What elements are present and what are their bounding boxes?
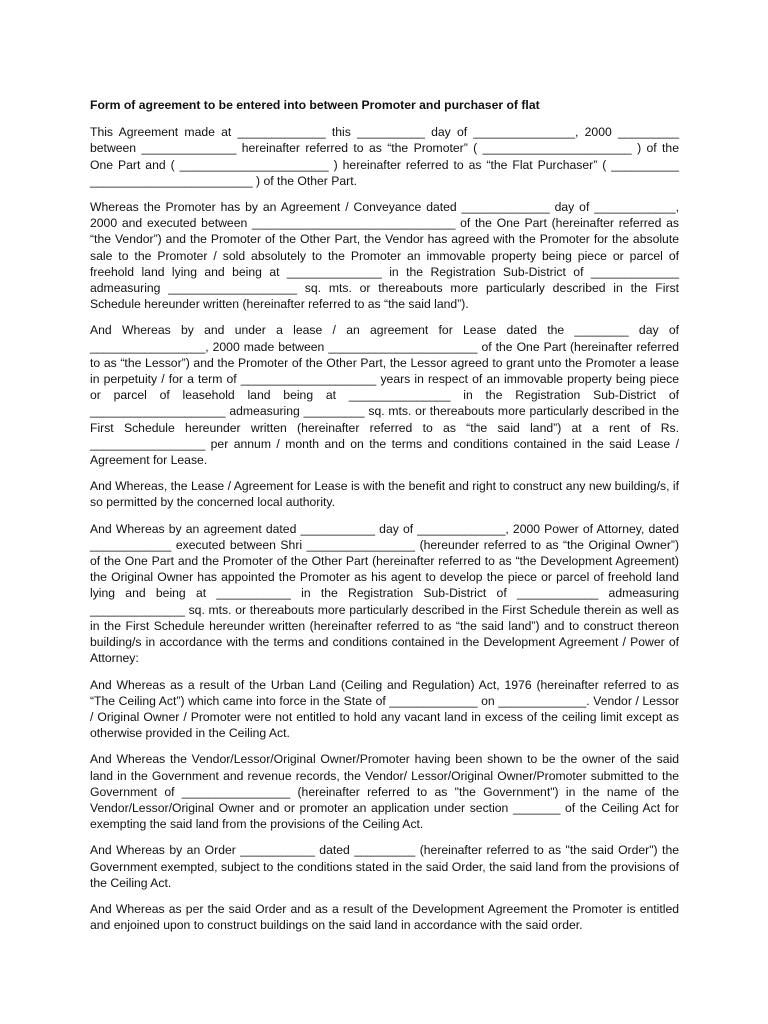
paragraph-lease: And Whereas by and under a lease / an agreement for Lease dated the ________ day of _________________, 2000 made between ______________________ of the One Part (hereinafter referred to as “the Lessor”) and the Promoter of the Other Part, the Lessor agreed to grant unto the Promoter a lease in perpetuity / for a term of ____________________ years in respect of an immovable property being piece or parcel of leasehold land being at _______________ in the Registration Sub-District of ____________________ admeasuring _________ sq. mts. or thereabouts more particularly described in the First Schedule hereunder written (hereinafter referred to as “the said land”) at a rent of Rs. _________________ per annum / month and on the terms and conditions contained in the said Lease / Agreement for Lease. bbox=[90, 323, 679, 468]
document-page bbox=[90, 97, 679, 943]
paragraph-lease-benefit: And Whereas, the Lease / Agreement for Lease is with the benefit and right to construct any new building/s, if so permitted by the concerned local authority. bbox=[90, 479, 679, 510]
paragraph-exemption-order: And Whereas by an Order ___________ dated _________ (hereinafter referred to as "the said Order") the Government exempted, subject to the conditions stated in the said Order, the said land from the provisions of the Ceiling Act. bbox=[90, 843, 679, 890]
paragraph-development-agreement: And Whereas by an agreement dated ___________ day of _____________, 2000 Power of Attorney, dated ____________ executed between Shri ________________ (hereunder referred to as “the Original Owner”) of the One Part and the Promoter of the Other Part (hereinafter referred to as “the Development Agreement) the Original Owner has appointed the Promoter as his agent to develop the piece or parcel of freehold land lying and being at ___________ in the Registration Sub-District of ____________ admeasuring ______________ sq. mts. or thereabouts more particularly described in the First Schedule therein as well as in the First Schedule hereunder written (hereinafter referred to as “the said land”) and to construct thereon building/s in accordance with the terms and conditions contained in the Development Agreement / Power of Attorney: bbox=[90, 521, 679, 666]
paragraph-ceiling-act: And Whereas as a result of the Urban Land (Ceiling and Regulation) Act, 1976 (hereinafter referred to as “The Ceiling Act”) which came into force in the State of _____________ on _____________. Vendor / Lessor / Original Owner / Promoter were not entitled to hold any vacant land in excess of the ceiling limit except as otherwise provided in the Ceiling Act. bbox=[90, 677, 679, 741]
document-title: Form of agreement to be entered into between Promoter and purchaser of flat bbox=[90, 98, 540, 112]
paragraph-conveyance: Whereas the Promoter has by an Agreement / Conveyance dated _____________ day of ____________, 2000 and executed between ______________________________ of the One Part (hereinafter referred as “the Vendor”) and the Promoter of the Other Part, the Vendor has agreed with the Promoter for the absolute sale to the Promoter / sold absolutely to the Promoter an immovable property being piece or parcel of freehold land lying and being at ______________ in the Registration Sub-District of _____________ admeasuring ___________________ sq. mts. or thereabouts more particularly described in the First Schedule hereunder written (hereinafter referred to as “the said land”). bbox=[90, 200, 679, 312]
paragraph-ceiling-application: And Whereas the Vendor/Lessor/Original Owner/Promoter having been shown to be the owner of the said land in the Government and revenue records, the Vendor/ Lessor/Original Owner/Promoter submitted to the Government of ________________ (hereinafter referred to as "the Government") in the name of the Vendor/Lessor/Original Owner and or promoter an application under section _______ of the Ceiling Act for exempting the said land from the provisions of the Ceiling Act. bbox=[90, 752, 679, 832]
paragraph-construction-entitlement: And Whereas as per the said Order and as a result of the Development Agreement the Promoter is entitled and enjoined upon to construct buildings on the said land in accordance with the said order. bbox=[90, 901, 679, 933]
paragraph-agreement-parties: This Agreement made at _____________ this __________ day of _______________, 2000 _________ between ______________ hereinafter referred to as “the Promoter” ( ______________________ ) of the One Part and ( ______________________ ) hereinafter referred to as “the Flat Purchaser” ( __________ ________________________ ) of the Other Part. bbox=[90, 125, 679, 188]
